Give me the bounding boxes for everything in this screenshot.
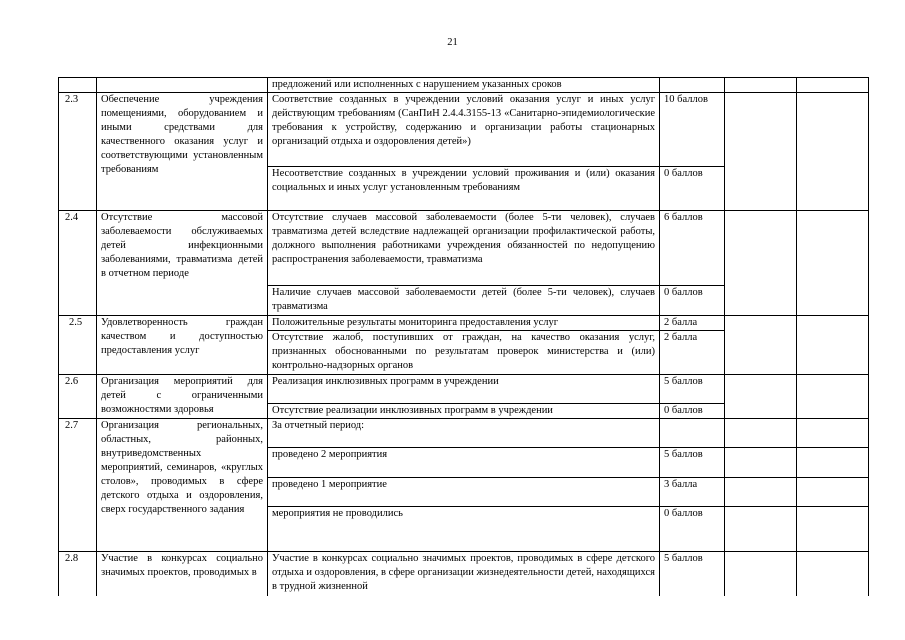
score-text: 0 баллов: [660, 286, 725, 316]
criterion-text: Организация региональных, областных, районных, внутриведомственных мероприятий, семинаров, «круглых столов», проводимых в сфере детского отдыха и оздоровления, сверх государственного задания: [97, 419, 268, 552]
empty-cell: [725, 419, 797, 448]
section-number: 2.3: [59, 93, 97, 211]
empty-cell: [797, 316, 869, 375]
section-number: 2.8: [59, 552, 97, 596]
criterion-text: Отсутствие массовой заболеваемости обслуживаемых детей инфекционными заболеваниями, травматизма детей в отчетном периоде: [97, 211, 268, 316]
criteria-table: [58, 77, 869, 596]
score-text: 5 баллов: [660, 375, 725, 404]
description-text: Наличие случаев массовой заболеваемости детей (более 5-ти человек), случаев травматизма: [268, 286, 660, 316]
description-text: мероприятия не проводились: [268, 507, 660, 552]
criterion-text: Удовлетворенность граждан качеством и доступностью предоставления услуг: [97, 316, 268, 375]
table-row: [59, 552, 869, 596]
empty-cell: [725, 478, 797, 507]
section-number: 2.7: [59, 419, 97, 552]
score-text: 0 баллов: [660, 507, 725, 552]
page-number: 21: [447, 37, 458, 48]
empty-cell: [725, 78, 797, 93]
empty-cell: [797, 448, 869, 478]
score-text: 5 баллов: [660, 448, 725, 478]
criterion-text: Участие в конкурсах социально значимых проектов, проводимых в: [97, 552, 268, 596]
empty-cell: [725, 211, 797, 316]
score-text: 5 баллов: [660, 552, 725, 596]
description-text: Положительные результаты мониторинга предоставления услуг: [268, 316, 660, 331]
description-text: Соответствие созданных в учреждении условий оказания услуг и иных услуг действующим требованиям (СанПиН 2.4.4.3155-13 «Санитарно-эпидемиологические требования к устройству, содержанию и организации работы стационарных организаций отдыха и оздоровления детей»): [268, 93, 660, 167]
score-text: 6 баллов: [660, 211, 725, 286]
score-text: 0 баллов: [660, 404, 725, 419]
criterion-cell: [97, 78, 268, 93]
description-text: Реализация инклюзивных программ в учреждении: [268, 375, 660, 404]
table-row: [59, 316, 869, 331]
score-cell: [660, 78, 725, 93]
table-row: [59, 419, 869, 448]
description-text: Отсутствие жалоб, поступивших от граждан, на качество оказания услуг, признанных обоснованными по результатам проверок министерства и (или) контрольно-надзорных органов: [268, 331, 660, 375]
score-text: 3 балла: [660, 478, 725, 507]
empty-cell: [797, 375, 869, 419]
table-row: [59, 375, 869, 404]
description-text: Несоответствие созданных в учреждении условий проживания и (или) оказания социальных и иных услуг установленным требованиям: [268, 167, 660, 211]
description-text: проведено 2 мероприятия: [268, 448, 660, 478]
section-number: 2.6: [59, 375, 97, 419]
empty-cell: [797, 93, 869, 211]
empty-cell: [725, 507, 797, 552]
empty-cell: [797, 507, 869, 552]
score-text: 2 балла: [660, 316, 725, 331]
table-row: [59, 78, 869, 93]
score-text: [660, 419, 725, 448]
empty-cell: [725, 375, 797, 419]
empty-cell: [725, 93, 797, 211]
description-text: Отсутствие реализации инклюзивных программ в учреждении: [268, 404, 660, 419]
description-cell: предложений или исполненных с нарушением указанных сроков: [268, 78, 660, 93]
description-text: Участие в конкурсах социально значимых проектов, проводимых в сфере детского отдыха и оздоровления, в сфере организации жизнедеятельности детей, находящихся в трудной жизненной: [268, 552, 660, 596]
table-row: [59, 93, 869, 167]
score-text: 2 балла: [660, 331, 725, 375]
score-text: 10 баллов: [660, 93, 725, 167]
empty-cell: [797, 478, 869, 507]
score-text: 0 баллов: [660, 167, 725, 211]
description-text: проведено 1 мероприятие: [268, 478, 660, 507]
empty-cell: [725, 552, 797, 596]
num-cell: [59, 78, 97, 93]
criterion-text: Обеспечение учреждения помещениями, оборудованием и иными средствами для качественного оказания услуг и соответствующими установленным требованиям: [97, 93, 268, 211]
empty-cell: [725, 316, 797, 375]
description-text: Отсутствие случаев массовой заболеваемости (более 5-ти человек), случаев травматизма детей вследствие надлежащей организации профилактической работы, должного выполнения работниками учреждения обязанностей по недопущению распространения заболеваемости, травматизма: [268, 211, 660, 286]
section-number: 2.5: [59, 316, 97, 375]
section-number: 2.4: [59, 211, 97, 316]
empty-cell: [797, 211, 869, 316]
empty-cell: [725, 448, 797, 478]
criterion-text: Организация мероприятий для детей с ограниченными возможностями здоровья: [97, 375, 268, 419]
table-row: [59, 211, 869, 286]
empty-cell: [797, 78, 869, 93]
empty-cell: [797, 419, 869, 448]
empty-cell: [797, 552, 869, 596]
description-text: За отчетный период:: [268, 419, 660, 448]
